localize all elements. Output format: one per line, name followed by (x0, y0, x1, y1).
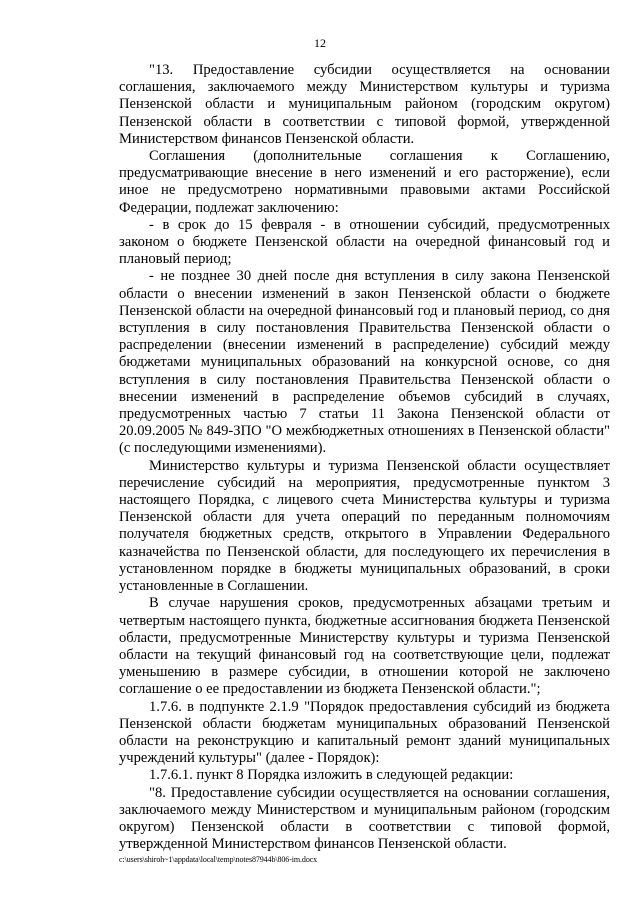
paragraph-agreements-conclusion: Соглашения (дополнительные соглашения к Соглашению, предусматривающие внесение в него изменений и его расторжение), если иное не предусмотрено нормативными правовыми актами Российской Федерации, подлежат заключению: (119, 148, 610, 216)
paragraph-deadline-violation: В случае нарушения сроков, предусмотренных абзацами третьим и четвертым настоящего пункта, бюджетные ассигнования бюджета Пензенской области, предусмотренные Министерству культуры и туризма Пензенской области на текущий финансовый год на соответствующие цели, подлежат уменьшению в размере субсидии, в отношении которой не заключено соглашение о ее предоставлении из бюджета Пензенской области."; (119, 595, 610, 698)
paragraph-deadline-february: - в срок до 15 февраля - в отношении субсидий, предусмотренных законом о бюджете Пензенской области на очередной финансовый год и плановый период; (119, 216, 610, 268)
paragraph-deadline-30-days: - не позднее 30 дней после дня вступления в силу закона Пензенской области о внесении изменений в закон Пензенской области о бюджете Пензенской области на очередной финансовый год и плановый период, со дня вступления в силу постановления Правительства Пензенской области о распределении (внесении изменений в распределение) субсидий между бюджетами муниципальных образований на конкурсной основе, со дня вступления в силу постановления Правительства Пензенской области о внесении изменений в распределение объемов субсидий в случаях, предусмотренных частью 7 статьи 11 Закона Пензенской области от 20.09.2005 № 849-ЗПО "О межбюджетных отношениях в Пензенской области" (с последующими изменениями). (119, 268, 610, 457)
paragraph-ministry-transfers: Министерство культуры и туризма Пензенской области осуществляет перечисление субсидий на мероприятия, предусмотренные пунктом 3 настоящего Порядка, с лицевого счета Министерства культуры и туризма Пензенской области для учета операций по переданным полномочиям получателя бюджетных средств, открытого в Управлении Федерального казначейства по Пензенской области, для последующего их перечисления в установленном порядке в бюджеты муниципальных образований, в сроки установленные в Соглашении. (119, 457, 610, 595)
footer-file-path: c:\users\shiroh~1\appdata\local\temp\notes87944b\806-im.docx (119, 855, 318, 864)
document-body (119, 62, 610, 853)
paragraph-8-subsidy-agreement: "8. Предоставление субсидии осуществляется на основании соглашения, заключаемого между Министерством и муниципальным районом (городским округом) Пензенской области в соответствии с типовой формой, утвержденной Министерством финансов Пензенской области. (119, 784, 610, 853)
paragraph-1-7-6-1: 1.7.6.1. пункт 8 Порядка изложить в следующей редакции: (149, 767, 514, 784)
paragraph-1-7-6: 1.7.6. в подпункте 2.1.9 "Порядок предоставления субсидий из бюджета Пензенской области бюджетам муниципальных образований Пензенской области на реконструкцию и капитальный ремонт зданий муниципальных учреждений культуры" (далее - Порядок): (119, 698, 610, 767)
paragraph-13-subsidy-agreement: "13. Предоставление субсидии осуществляется на основании соглашения, заключаемого между Министерством культуры и туризма Пензенской области и муниципальным районом (городским округом) Пензенской области в соответствии с типовой формой, утвержденной Министерством финансов Пензенской области. (119, 62, 610, 147)
page-number: 12 (314, 36, 326, 50)
